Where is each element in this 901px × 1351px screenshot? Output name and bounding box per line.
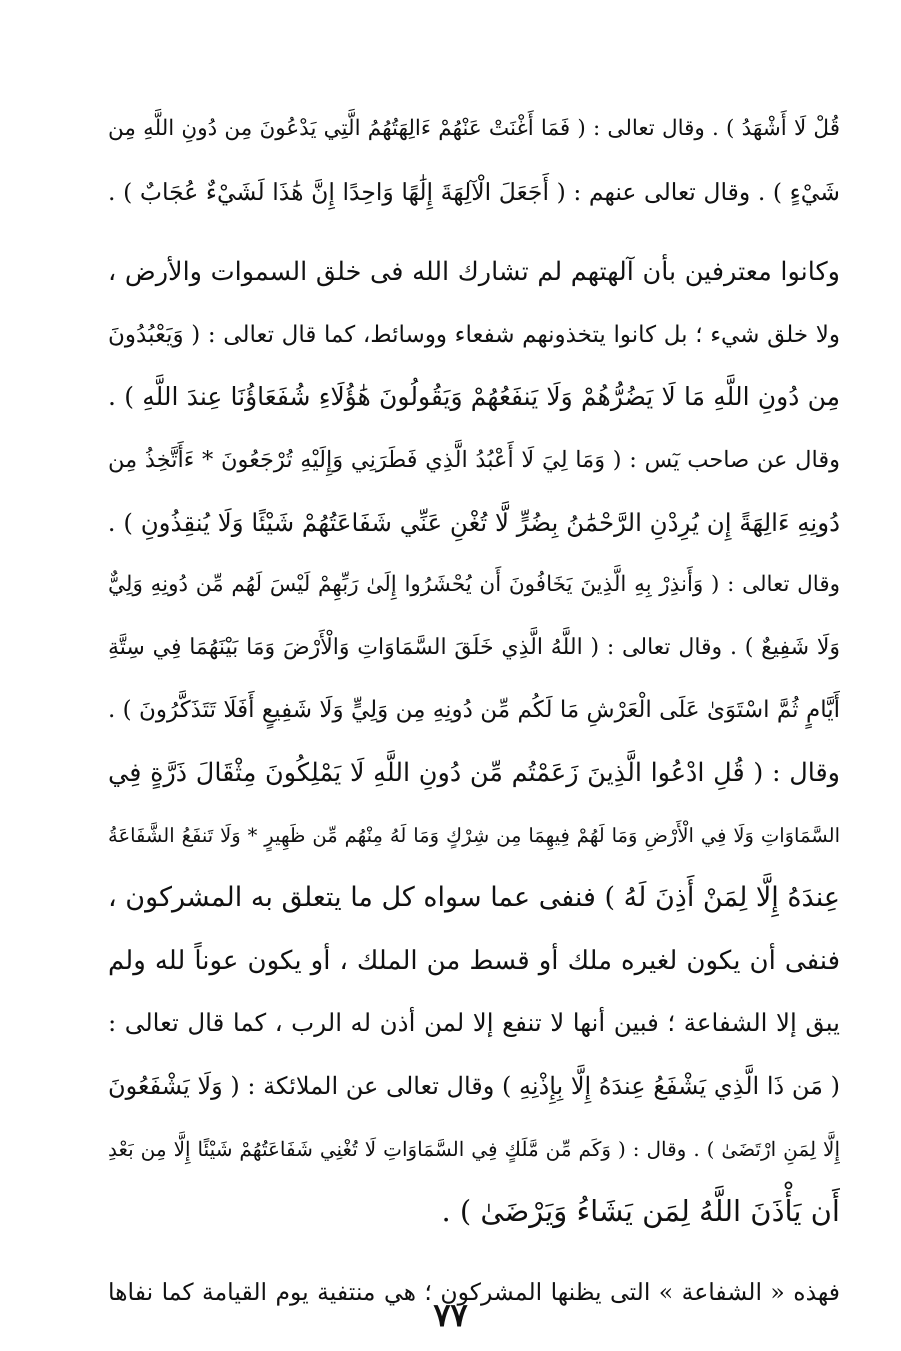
text-line: أَيَّامٍ ثُمَّ اسْتَوَىٰ عَلَى الْعَرْشِ مَا لَكُم مِّن دُونِهِ مِن وَلِيٍّ وَلَا شَفِيعٍ أَفَلَا تَتَذَكَّرُونَ ) . — [108, 697, 840, 724]
text-line: وَلَا شَفِيعٌ ) . وقال تعالى : ( اللَّهُ الَّذِي خَلَقَ السَّمَاوَاتِ وَالْأَرْضَ وَمَا بَيْنَهُمَا فِي سِتَّةِ — [108, 634, 840, 660]
text-line: أَن يَأْذَنَ اللَّهُ لِمَن يَشَاءُ وَيَرْضَىٰ ) . — [441, 1194, 840, 1229]
text-line: فنفى أن يكون لغيره ملك أو قسط من الملك ، أو يكون عوناً لله ولم — [108, 945, 840, 976]
text-line: مِن دُونِ اللَّهِ مَا لَا يَضُرُّهُمْ وَلَا يَنفَعُهُمْ وَيَقُولُونَ هَٰؤُلَاءِ شُفَعَاؤُنَا عِندَ اللَّهِ ) . — [108, 382, 840, 412]
text-line: وقال عن صاحب يٓس : ( وَمَا لِيَ لَا أَعْبُدُ الَّذِي فَطَرَنِي وَإِلَيْهِ تُرْجَعُونَ * ءَأَتَّخِذُ مِن — [108, 446, 840, 473]
text-line: وقال تعالى : ( وَأَنذِرْ بِهِ الَّذِينَ يَخَافُونَ أَن يُحْشَرُوا إِلَىٰ رَبِّهِمْ لَيْسَ لَهُم مِّن دُونِهِ وَلِيٌّ — [108, 572, 840, 598]
text-line: وكانوا معترفين بأن آلهتهم لم تشارك الله فى خلق السموات والأرض ، — [108, 257, 840, 288]
text-line: قُلْ لَا أَشْهَدُ ) . وقال تعالى : ( فَمَا أَغْنَتْ عَنْهُمْ ءَالِهَتُهُمُ الَّتِي يَدْعُونَ مِن دُونِ اللَّهِ مِن — [108, 116, 840, 141]
text-line: عِندَهُ إِلَّا لِمَنْ أَذِنَ لَهُ ) فنفى عما سواه كل ما يتعلق به المشركون ، — [108, 882, 840, 914]
paragraph-gap — [108, 1243, 840, 1261]
text-line: يبق إلا الشفاعة ؛ فبين أنها لا تنفع إلا لمن أذن له الرب ، كما قال تعالى : — [108, 1008, 840, 1038]
text-line: فهذه « الشفاعة » التى يظنها المشركون ؛ هي منتفية يوم القيامة كما نفاها — [108, 1277, 840, 1306]
paragraph-gap — [108, 223, 840, 241]
text-line: ولا خلق شيء ؛ بل كانوا يتخذونهم شفعاء ووسائط، كما قال تعالى : ( وَيَعْبُدُونَ — [108, 321, 840, 348]
text-line: السَّمَاوَاتِ وَلَا فِي الْأَرْضِ وَمَا لَهُمْ فِيهِمَا مِن شِرْكٍ وَمَا لَهُ مِنْهُم مِّن ظَهِيرٍ * وَلَا تَنفَعُ الشَّفَاعَةُ — [108, 823, 840, 847]
page-number: ٧٧ — [433, 1296, 468, 1334]
text-line: شَيْءٍ ) . وقال تعالى عنهم : ( أَجَعَلَ الْآلِهَةَ إِلَٰهًا وَاحِدًا إِنَّ هَٰذَا لَشَيْءٌ عُجَابٌ ) . — [108, 177, 840, 206]
text-line: وقال : ( قُلِ ادْعُوا الَّذِينَ زَعَمْتُم مِّن دُونِ اللَّهِ لَا يَمْلِكُونَ مِثْقَالَ ذَرَّةٍ فِي — [108, 757, 840, 788]
text-line: ( مَن ذَا الَّذِي يَشْفَعُ عِندَهُ إِلَّا بِإِذْنِهِ ) وقال تعالى عن الملائكة : ( وَلَا يَشْفَعُونَ — [108, 1071, 840, 1100]
text-line: إِلَّا لِمَنِ ارْتَضَىٰ ) . وقال : ( وَكَم مِّن مَّلَكٍ فِي السَّمَاوَاتِ لَا تُغْنِي شَفَاعَتُهُمْ شَيْئًا إِلَّا مِن بَعْدِ — [108, 1136, 840, 1161]
text-line: دُونِهِ ءَالِهَةً إِن يُرِدْنِ الرَّحْمَٰنُ بِضُرٍّ لَّا تُغْنِ عَنِّي شَفَاعَتُهُمْ شَيْئًا وَلَا يُنقِذُونِ ) . — [108, 507, 840, 537]
page-body-text — [108, 98, 840, 1323]
